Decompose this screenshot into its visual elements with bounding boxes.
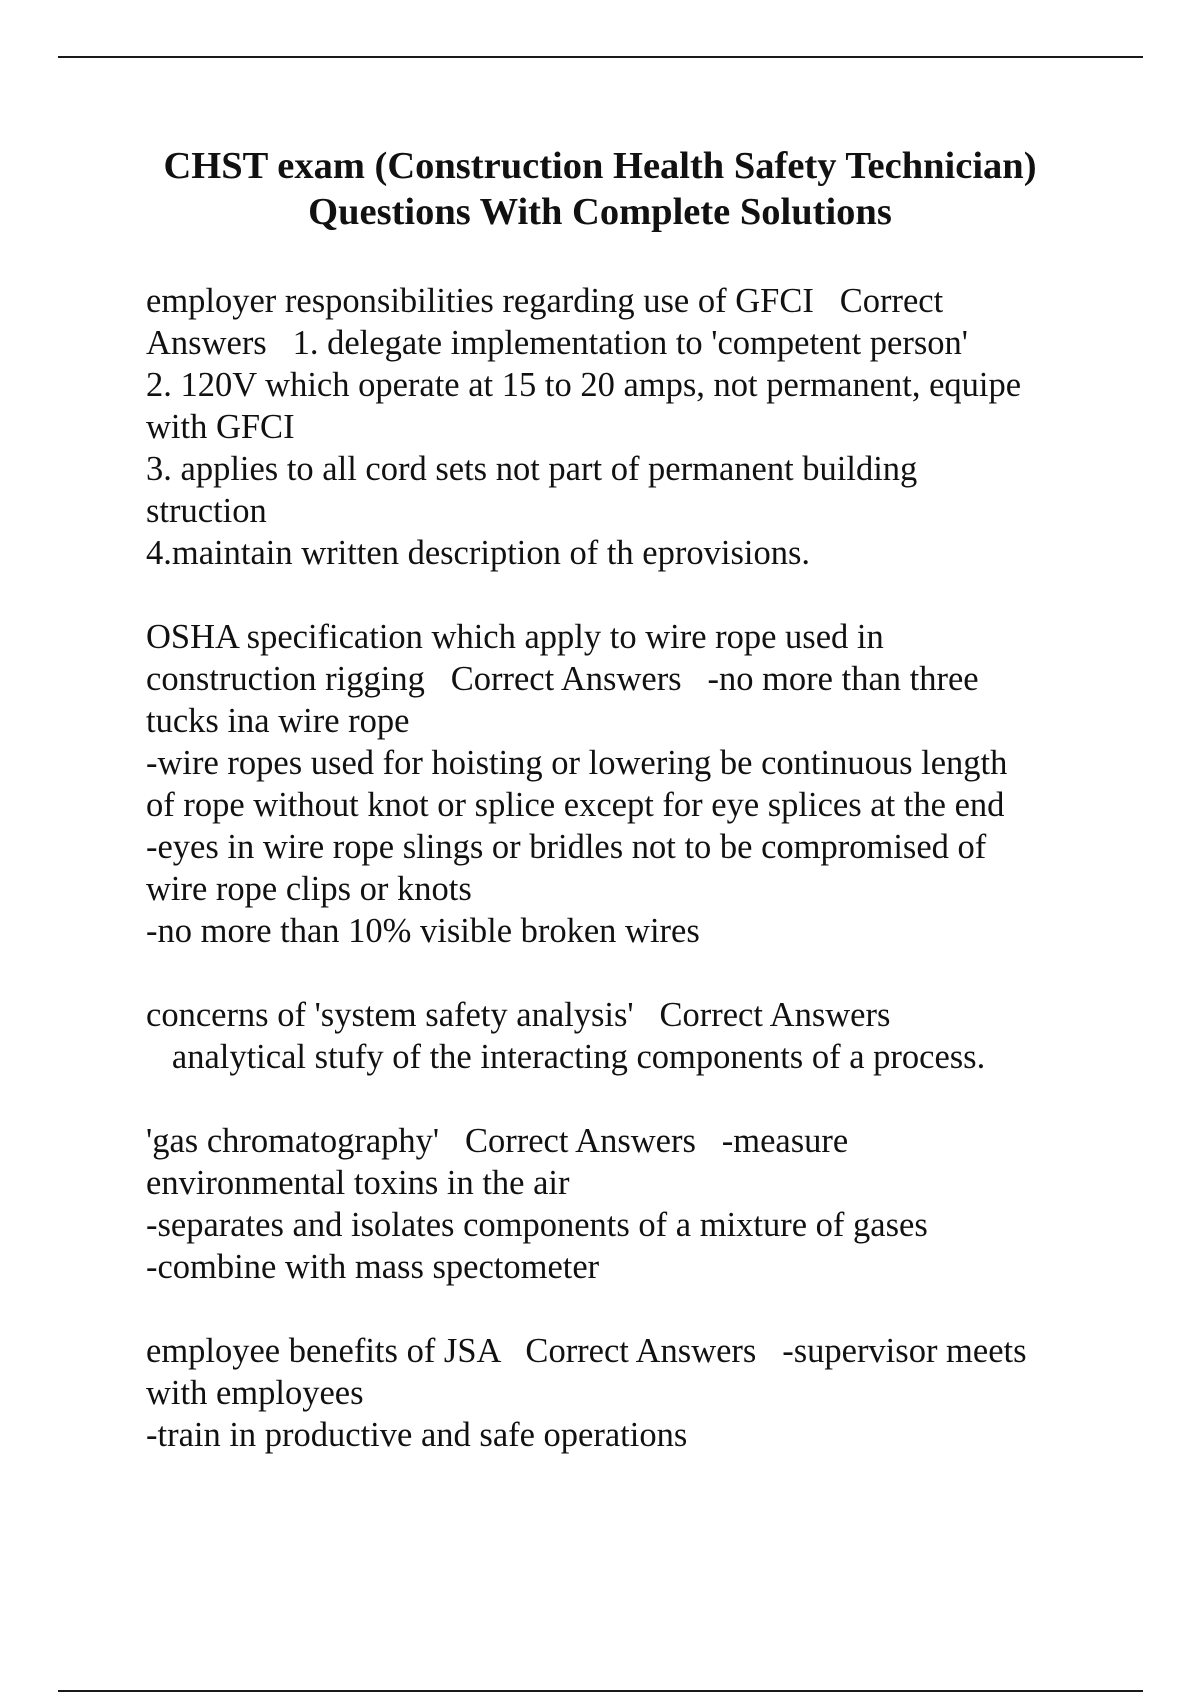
text-line: with employees	[146, 1374, 364, 1412]
text-line: 4.maintain written description of th eprovisions.	[146, 534, 811, 572]
text-line: construction rigging Correct Answers -no more than three	[146, 660, 979, 698]
text-line: -separates and isolates components of a mixture of gases	[146, 1206, 928, 1244]
top-divider	[58, 56, 1143, 58]
text-line: employee benefits of JSA Correct Answers -supervisor meets	[146, 1332, 1027, 1370]
text-line: -wire ropes used for hoisting or lowering be continuous length	[146, 744, 1008, 782]
text-line: OSHA specification which apply to wire rope used in	[146, 618, 884, 656]
text-line: with GFCI	[146, 408, 295, 446]
text-line: concerns of 'system safety analysis' Correct Answers	[146, 996, 891, 1034]
text-line: wire rope clips or knots	[146, 870, 472, 908]
qa-entry-gas-chromatography	[146, 1120, 1146, 1288]
bottom-divider	[58, 1690, 1143, 1692]
text-line: analytical stufy of the interacting components of a process.	[146, 1038, 986, 1076]
text-line: -eyes in wire rope slings or bridles not to be compromised of	[146, 828, 987, 866]
text-line: Answers 1. delegate implementation to 'competent person'	[146, 324, 969, 362]
text-line: of rope without knot or splice except for eye splices at the end	[146, 786, 1005, 824]
qa-entry-jsa	[146, 1330, 1146, 1456]
document-body	[146, 280, 1146, 1498]
text-line: 'gas chromatography' Correct Answers -measure	[146, 1122, 849, 1160]
text-line: 3. applies to all cord sets not part of permanent building	[146, 450, 918, 488]
text-line: employer responsibilities regarding use of GFCI Correct	[146, 282, 944, 320]
qa-entry-system-safety	[146, 994, 1146, 1078]
text-line: environmental toxins in the air	[146, 1164, 570, 1202]
title-line-2: Questions With Complete Solutions	[308, 191, 892, 233]
title-line-1: CHST exam (Construction Health Safety Technician)	[163, 145, 1037, 187]
qa-entry-wire-rope	[146, 616, 1146, 952]
text-line: -combine with mass spectometer	[146, 1248, 600, 1286]
text-line: tucks ina wire rope	[146, 702, 410, 740]
qa-entry-gfci	[146, 280, 1146, 574]
document-title	[100, 143, 1100, 235]
text-line: 2. 120V which operate at 15 to 20 amps, not permanent, equipe	[146, 366, 1022, 404]
text-line: struction	[146, 492, 267, 530]
text-line: -no more than 10% visible broken wires	[146, 912, 700, 950]
text-line: -train in productive and safe operations	[146, 1416, 688, 1454]
